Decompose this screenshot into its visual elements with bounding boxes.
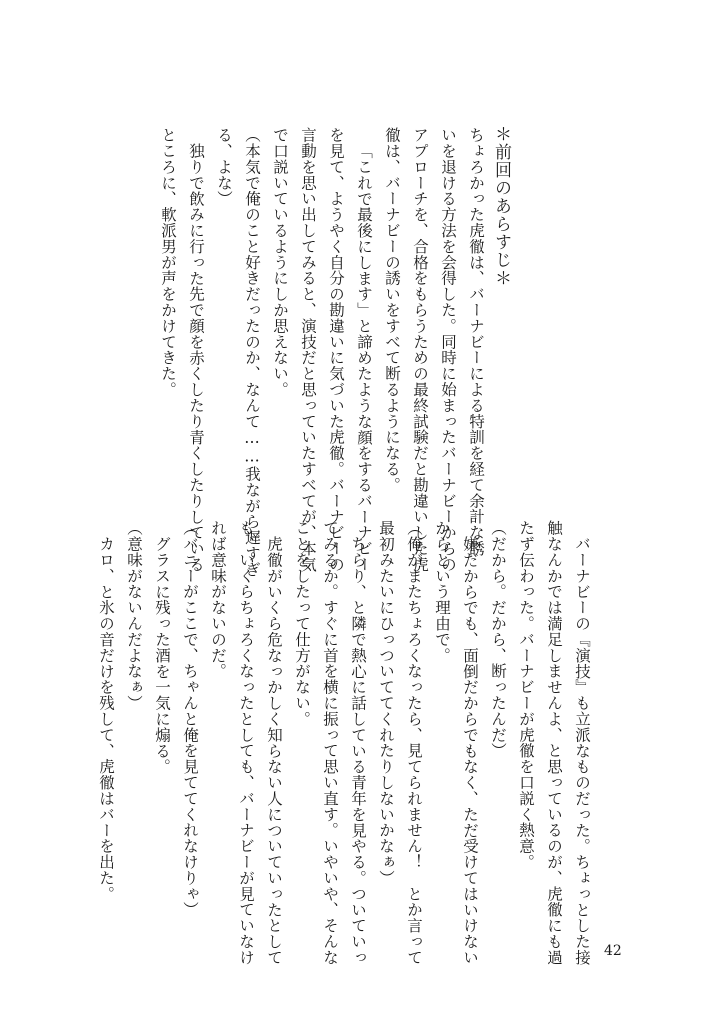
text-line: を見て、ようやく自分の勘違いに気づいた虎徹。バーナビーの bbox=[327, 127, 345, 573]
text-line: 「これで最後にします」と諦めたような顔をするバーナビー bbox=[355, 142, 373, 572]
text-line: 触なんかでは満足しませんよ、と思っているのが、虎徹にも過 bbox=[545, 520, 563, 966]
text-line: からという理由で。 bbox=[433, 520, 451, 664]
text-line: ところに、軟派男が声をかけてきた。 bbox=[159, 127, 177, 398]
text-line: （俺がまたちょろくなったら、見てられません！ とか言って bbox=[405, 520, 423, 966]
page-number: 42 bbox=[604, 943, 622, 959]
text-line: アプローチを、合格をもらうための最終試験だと勘違いした虎 bbox=[411, 127, 429, 573]
text-line: てみるか。すぐに首を横に振って思い直す。いやいや、そんな bbox=[321, 520, 339, 966]
text-line: れば意味がないのだ。 bbox=[209, 520, 227, 679]
text-line: る、よな） bbox=[215, 127, 233, 207]
text-line: たず伝わった。バーナビーが虎徹を口説く熱意。 bbox=[517, 520, 535, 870]
text-line: （意味がないんだよなぁ） bbox=[125, 520, 143, 711]
text-line: 最初みたいにひっついててくれたりしないかなぁ） bbox=[377, 520, 395, 886]
text-line: グラスに残った酒を一気に煽る。 bbox=[153, 535, 171, 774]
text-line: 徹は、バーナビーの誘いをすべて断るようになる。 bbox=[383, 127, 401, 493]
text-line: （本気で俺のこと好きだったのか、なんて……我ながら遅すぎ bbox=[243, 127, 261, 578]
text-line: ちらり、と隣で熱心に話している青年を見やる。ついていっ bbox=[349, 535, 367, 965]
text-line: バーナビーの『演技』も立派なものだった。ちょっとした接 bbox=[573, 535, 591, 965]
text-line: （バニーがここで、ちゃんと俺を見ててくれなけりゃ） bbox=[181, 520, 199, 918]
text-line: ちょろかった虎徹は、バーナビーによる特訓を経て余計な誘 bbox=[467, 127, 485, 557]
text-line: ことをしたって仕方がない。 bbox=[293, 520, 311, 727]
text-line: 虎徹がいくら危なっかしく知らない人についていったとして bbox=[265, 535, 283, 965]
story-text-block bbox=[92, 520, 596, 966]
text-line: 独りで飲みに行った先で顔を赤くしたり青くしたりしている bbox=[187, 142, 205, 572]
text-line: で口説いているようにしか思えない。 bbox=[271, 127, 289, 398]
text-line: いを退ける方法を会得した。同時に始まったバーナビーからの bbox=[439, 127, 457, 573]
text-line: （だから。だから、断ったんだ） bbox=[489, 520, 507, 759]
synopsis-heading: ＊前回のあらすじ＊ bbox=[491, 125, 511, 287]
text-line: カロ、と氷の音だけを残して、虎徹はバーを出た。 bbox=[97, 535, 115, 902]
text-line: 言動を思い出してみると、演技だと思っていたすべてが、本気 bbox=[299, 127, 317, 573]
synopsis-text-block bbox=[154, 127, 490, 578]
text-line: も、いくらちょろくなったとしても、バーナビーが見ていなけ bbox=[237, 520, 255, 966]
text-line: 嫌だからでも、面倒だからでもなく、ただ受けてはいけない bbox=[461, 535, 479, 965]
